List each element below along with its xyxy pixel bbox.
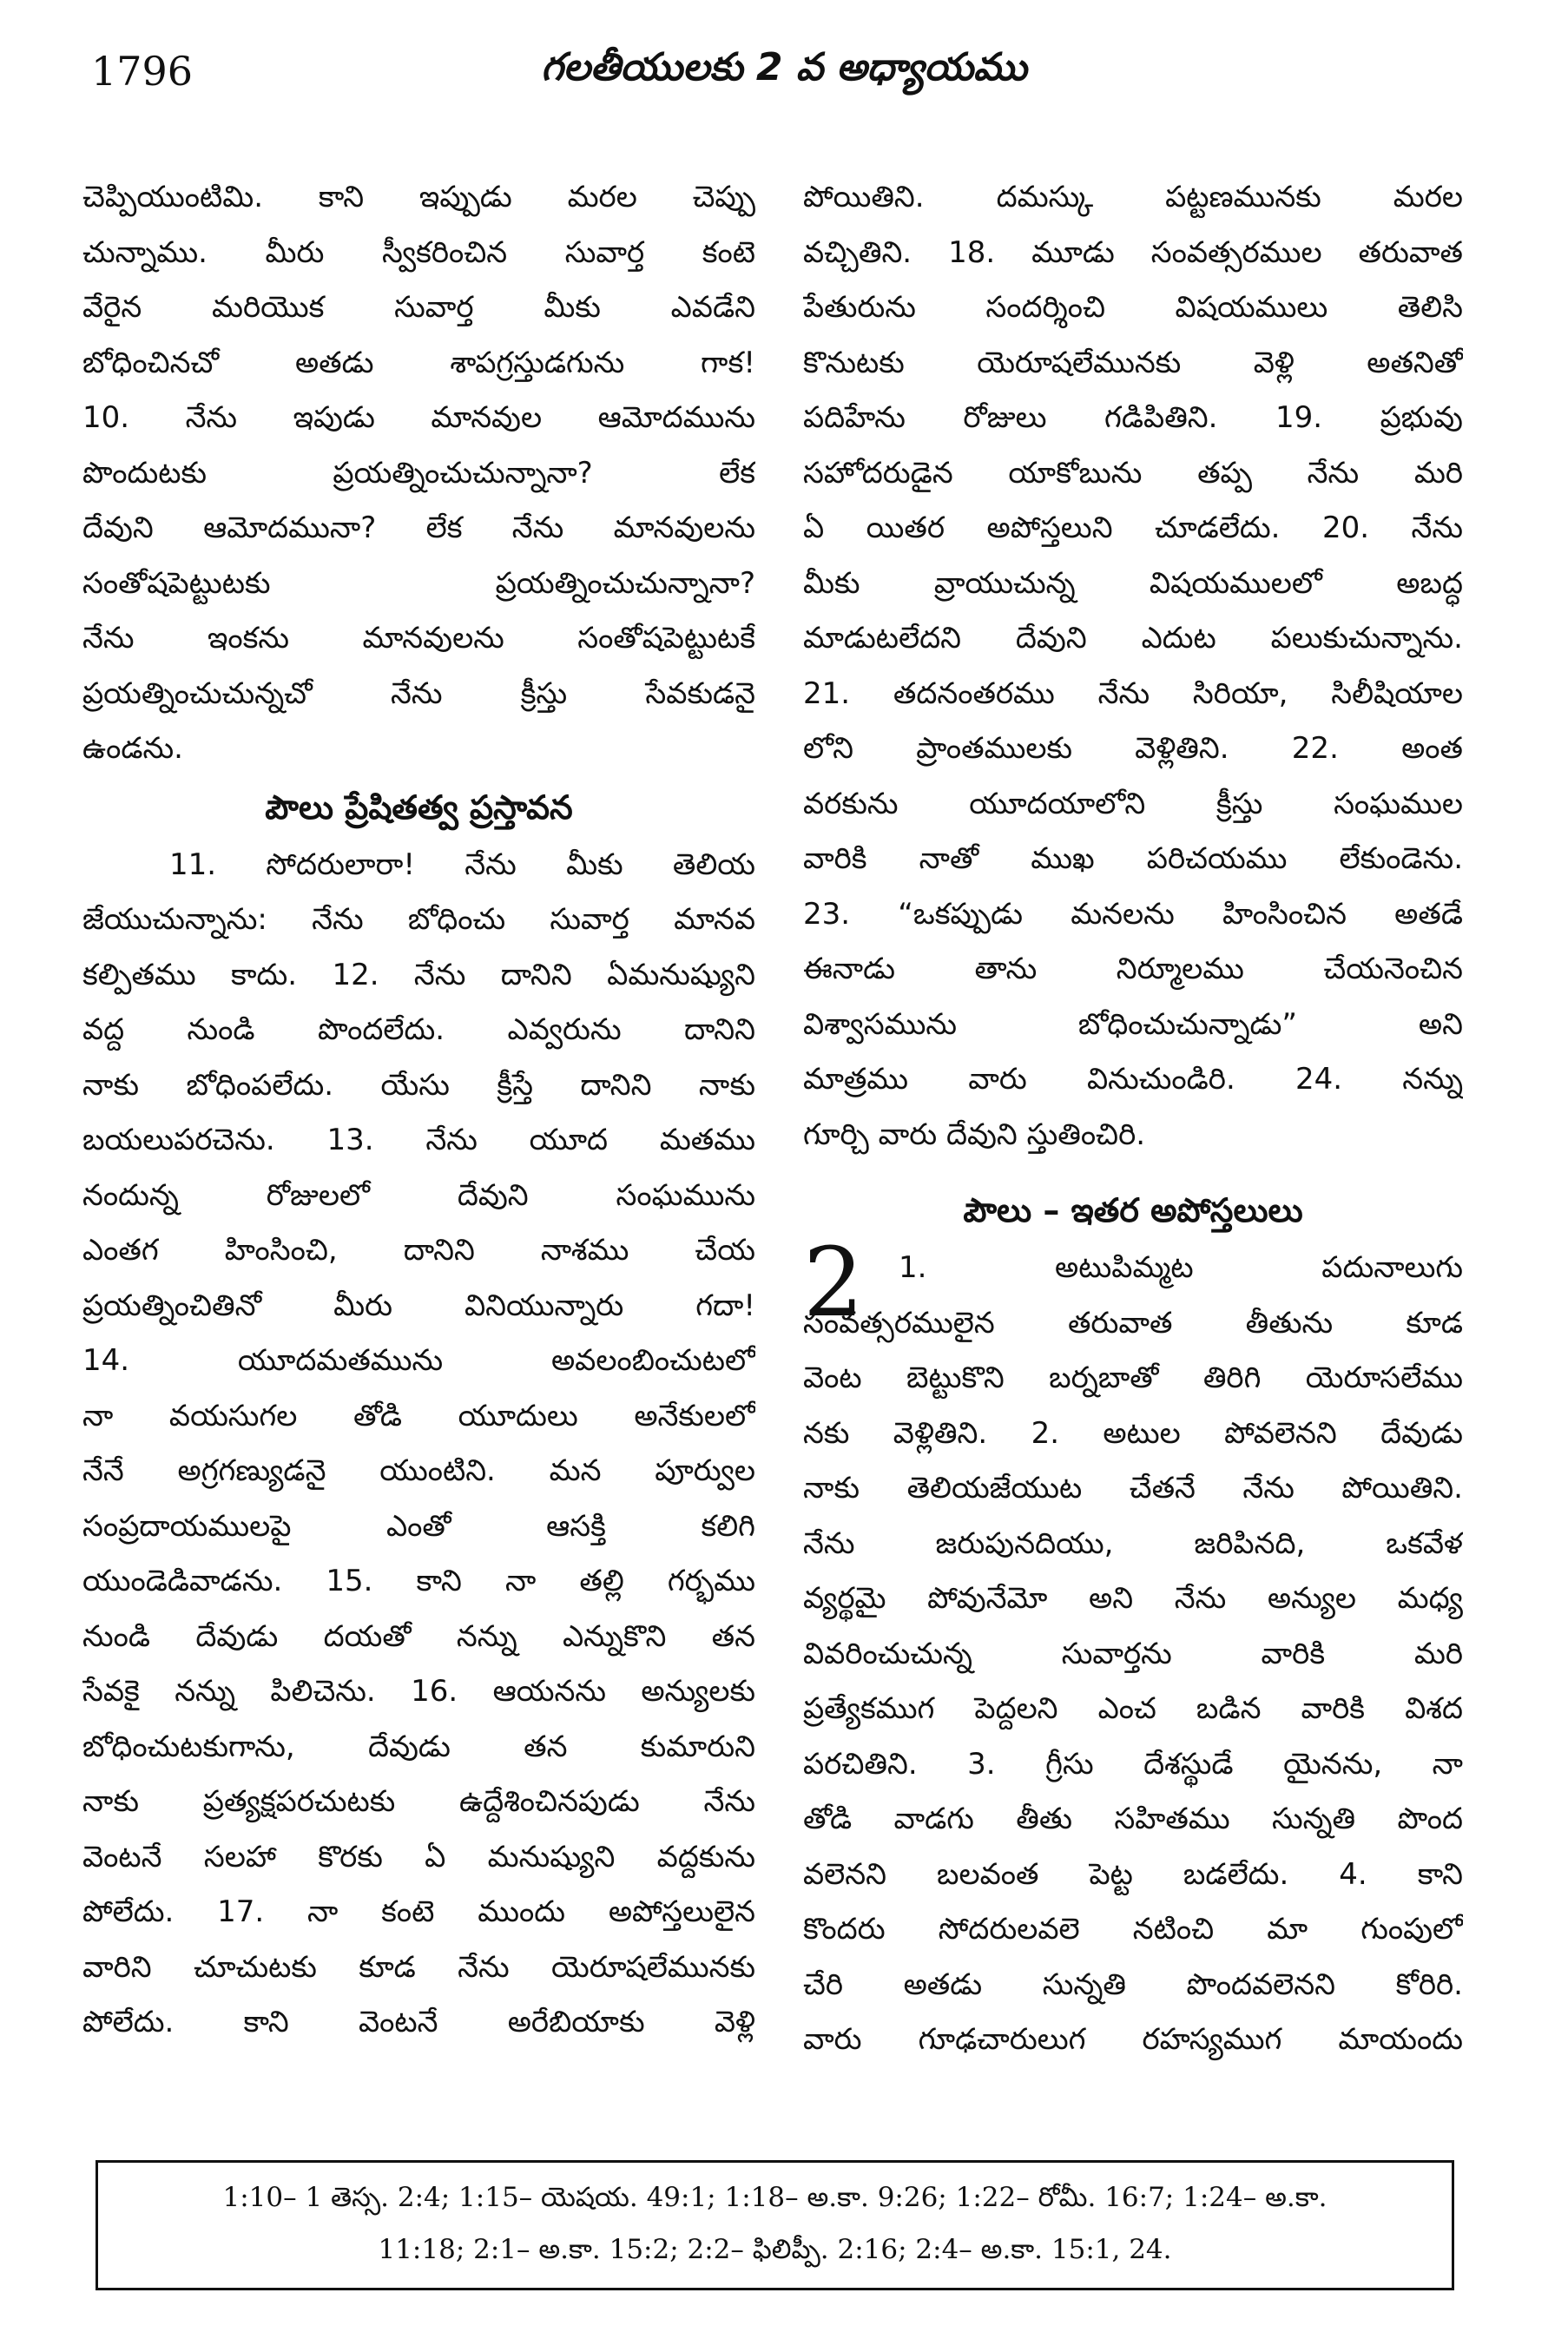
text-line: నాకు బోధింపలేదు. యేసు క్రీస్తే దానిని నాకు	[82, 1067, 755, 1103]
text-line: యుండెడివాడను. 15. కాని నా తల్లి గర్భము	[82, 1564, 755, 1598]
text-line: దేవుని ఆమోదమునా? లేక నేను మానవులను	[82, 511, 755, 545]
text-line: పదిహేను రోజులు గడిపితిని. 19. ప్రభువు	[803, 400, 1463, 435]
text-line: నేనే అగ్రగణ్యుడనై యుంటిని. మన పూర్వుల	[82, 1453, 755, 1488]
text-line: 10. నేను ఇపుడు మానవుల ఆమోదమును	[82, 400, 755, 435]
text-line: నందున్న రోజులలో దేవుని సంఘమును	[82, 1177, 755, 1213]
text-line: ఉండను.	[82, 731, 183, 766]
text-line: వెంట బెట్టుకొని బర్నబాతో తిరిగి యెరూసలేము	[803, 1360, 1463, 1395]
text-line: వ్యర్థమై పోవునేమో అని నేను అన్యుల మధ్య	[803, 1581, 1463, 1616]
section-heading: పౌలు ప్రేషితత్వ ప్రస్తావన	[265, 787, 573, 827]
text-line: తోడి వాడగు తీతు సహితము సున్నతి పొంద	[803, 1802, 1463, 1836]
left-text-column	[82, 170, 755, 2051]
text-line: పోయితిని. దమస్కు పట్టణమునకు మరల	[803, 180, 1463, 214]
text-line: చేరి అతడు సున్నతి పొందవలెనని కోరిరి.	[803, 1967, 1463, 2002]
text-line: నేను ఇంకను మానవులను సంతోషపెట్టుటకే	[82, 621, 755, 656]
page-number: 1796	[91, 48, 194, 95]
text-line: నాకు ప్రత్యక్షపరచుటకు ఉద్దేశించినపుడు నేను	[82, 1784, 755, 1819]
text-line: వచ్చితిని. 18. మూడు సంవత్సరముల తరువాత	[803, 234, 1463, 270]
text-line: మాడుటలేదని దేవుని ఎదుట పలుకుచున్నాను.	[803, 621, 1463, 656]
text-line: నాకు తెలియజేయుట చేతనే నేను పోయితిని.	[803, 1471, 1463, 1505]
text-line: ప్రయత్నించితినో మీరు వినియున్నారు గదా!	[82, 1288, 755, 1323]
text-line: నేను జరుపునదియు, జరిపినది, ఒకవేళ	[803, 1525, 1463, 1561]
text-line: సహోదరుడైన యాకోబును తప్ప నేను మరి	[803, 455, 1463, 491]
text-line: కొందరు సోదరులవలె నటించి మా గుంపులో	[803, 1912, 1463, 1947]
text-line: వెంటనే సలహా కొరకు ఏ మనుష్యుని వద్దకును	[82, 1839, 755, 1874]
text-line: 23. “ఒకప్పుడు మనలను హింసించిన అతడే	[803, 896, 1463, 932]
text-line: బోధించినచో అతడు శాపగ్రస్తుడగును గాక!	[82, 345, 755, 380]
text-line: మాత్రము వారు వినుచుండిరి. 24. నన్ను	[803, 1062, 1463, 1097]
text-line: జేయుచున్నాను: నేను బోధించు సువార్త మానవ	[82, 902, 755, 937]
text-line: సేవకై నన్ను పిలిచెను. 16. ఆయనను అన్యులకు	[82, 1674, 755, 1709]
text-line: చున్నాము. మీరు స్వీకరించిన సువార్త కంటె	[82, 234, 755, 270]
right-column-top-text	[803, 170, 1463, 1163]
text-line: 14. యూదమతమును అవలంబించుటలో	[82, 1343, 755, 1378]
text-line: బోధించుటకుగాను, దేవుడు తన కుమారుని	[82, 1729, 755, 1764]
right-text-column	[803, 170, 1463, 2068]
text-line: నా వయసుగల తోడి యూదులు అనేకులలో	[82, 1398, 755, 1433]
text-line: మీకు వ్రాయుచున్న విషయములలో అబద్ధ	[803, 565, 1463, 601]
text-line: చెప్పియుంటిమి. కాని ఇప్పుడు మరల చెప్పు	[82, 180, 755, 214]
text-line: లోని ప్రాంతములకు వెళ్లితిని. 22. అంత	[803, 731, 1463, 766]
chapter-first-line: 1. అటుపిమ్మట పదునాలుగు	[899, 1250, 1463, 1285]
cross-reference-line: 1:10– 1 తెస్స. 2:4; 1:15– యెషయ. 49:1; 1:18– అ.కా. 9:26; 1:22– రోమీ. 16:7; 1:24– అ.కా.	[222, 2182, 1328, 2213]
text-line: ఎంతగ హింసించి, దానిని నాశము చేయ	[82, 1233, 755, 1268]
text-line: విశ్వాసమును బోధించుచున్నాడు” అని	[803, 1006, 1463, 1042]
text-line: పోలేదు. 17. నా కంటె ముందు అపోస్తలులైన	[82, 1894, 755, 1929]
text-line: వేరైన మరియొక సువార్త మీకు ఎవడేని	[82, 290, 755, 325]
text-line: ఏ యితర అపోస్తలుని చూడలేదు. 20. నేను	[803, 511, 1463, 545]
section-heading-paul-apostles: పౌలు – ఇతర అపోస్తలులు	[963, 1191, 1303, 1229]
text-line: వారు గూఢచారులుగ రహస్యముగ మాయందు	[803, 2022, 1463, 2057]
text-line: పోలేదు. కాని వెంటనే అరేబియాకు వెళ్లి	[82, 2005, 755, 2039]
text-line: వద్ద నుండి పొందలేదు. ఎవ్వరును దానిని	[82, 1012, 755, 1047]
text-line: వరకును యూదయాలోని క్రీస్తు సంఘముల	[803, 786, 1463, 821]
text-line: 21. తదనంతరము నేను సిరియా, సిలీషియాల	[803, 675, 1463, 711]
text-line: సంతోషపెట్టుటకు ప్రయత్నించుచున్నానా?	[82, 565, 755, 601]
text-line: 11. సోదరులారా! నేను మీకు తెలియ	[169, 847, 755, 882]
text-line: పరచితిని. 3. గ్రీసు దేశస్థుడే యైనను, నా	[803, 1746, 1463, 1782]
text-line: నుండి దేవుడు దయతో నన్ను ఎన్నుకొని తన	[82, 1618, 755, 1654]
text-line: వలెనని బలవంత పెట్ట బడలేదు. 4. కాని	[803, 1856, 1463, 1892]
text-line: ప్రయత్నించుచున్నచో నేను క్రీస్తు సేవకుడనై	[82, 675, 755, 711]
text-line: వారిని చూచుటకు కూడ నేను యెరూషలేమునకు	[82, 1949, 755, 1985]
text-line: పేతురును సందర్శించి విషయములు తెలిసి	[803, 290, 1463, 325]
chapter-start	[803, 1227, 1463, 2068]
text-line: కల్పితము కాదు. 12. నేను దానిని ఏమనుష్యుని	[82, 957, 755, 992]
text-line: సంవత్సరములైన తరువాత తీతును కూడ	[803, 1305, 1463, 1341]
right-column-bottom-text	[803, 1296, 1463, 2068]
text-line: పొందుటకు ప్రయత్నించుచున్నానా? లేక	[82, 455, 755, 491]
text-line: వారికి నాతో ముఖ పరిచయము లేకుండెను.	[803, 841, 1463, 876]
running-head-title: గలతీయులకు 2 వ అధ్యాయము	[541, 45, 1027, 89]
cross-references-box	[96, 2160, 1454, 2290]
cross-reference-line: 11:18; 2:1– అ.కా. 15:2; 2:2– ఫిలిప్పీ. 2:16; 2:4– అ.కా. 15:1, 24.	[378, 2234, 1172, 2265]
text-line: వివరించుచున్న సువార్తను వారికి మరి	[803, 1636, 1463, 1671]
text-line: గూర్చి వారు దేవుని స్తుతించిరి.	[803, 1117, 1146, 1152]
text-line: ప్రత్యేకముగ పెద్దలని ఎంచ బడిన వారికి విశద	[803, 1691, 1463, 1726]
text-line: కొనుటకు యెరూషలేమునకు వెళ్లి అతనితో	[803, 345, 1463, 380]
text-line: ఈనాడు తాను నిర్మూలము చేయనెంచిన	[803, 952, 1463, 986]
text-line: నకు వెళ్లితిని. 2. అటుల పోవలెనని దేవుడు	[803, 1415, 1463, 1451]
text-line: సంప్రదాయములపై ఎంతో ఆసక్తి కలిగి	[82, 1508, 755, 1544]
chapter-number: 2	[803, 1227, 864, 1338]
page-header	[0, 35, 1568, 113]
text-line: బయలుపరచెను. 13. నేను యూద మతము	[82, 1123, 755, 1157]
